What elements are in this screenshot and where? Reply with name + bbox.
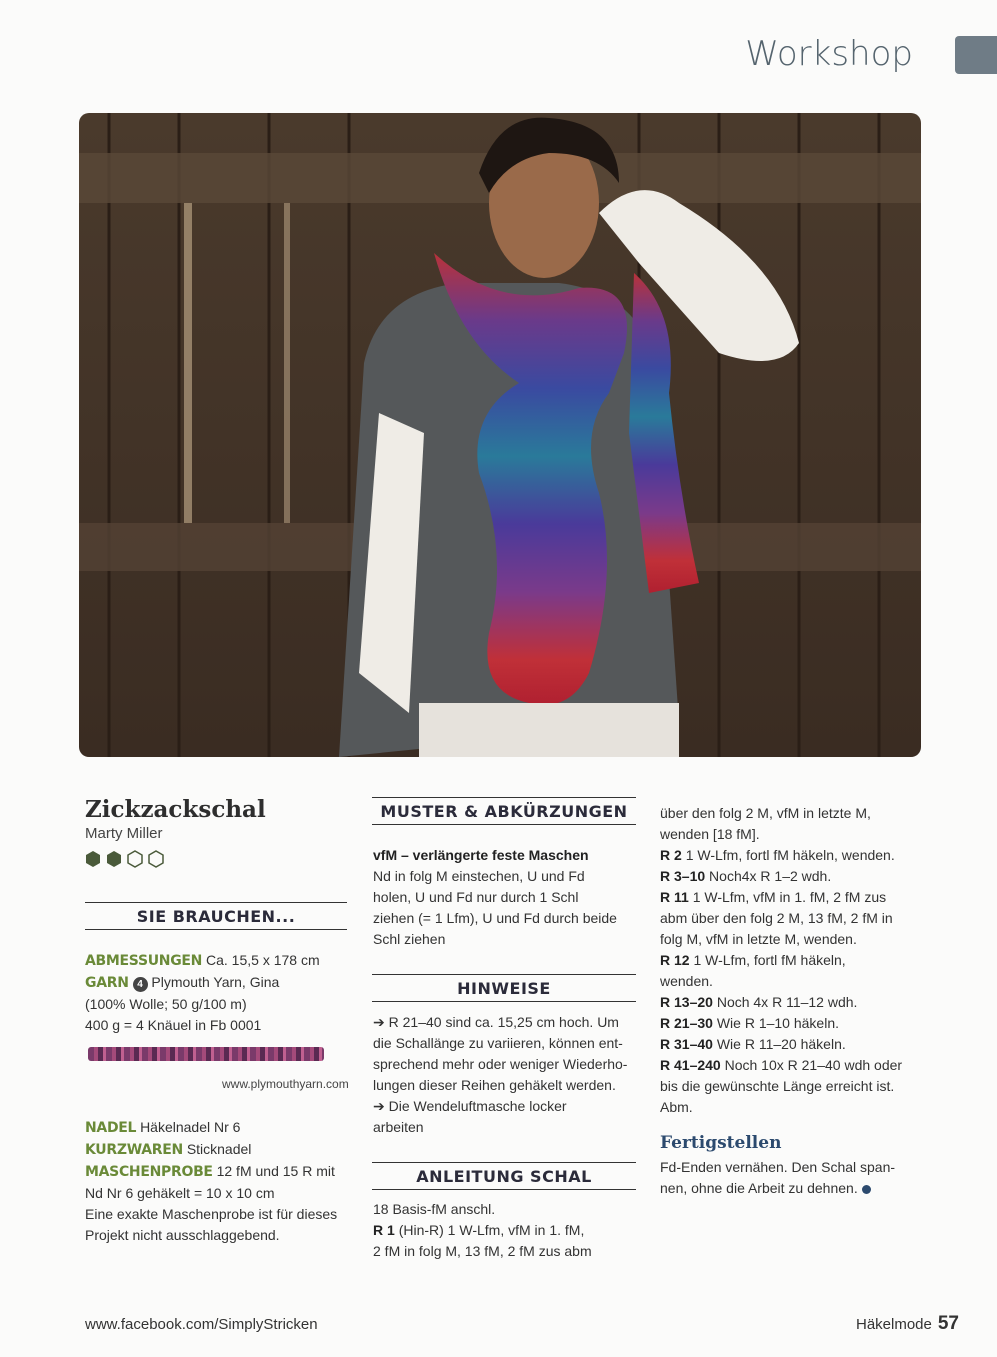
garn-value: Plymouth Yarn, Gina [151, 974, 280, 990]
materials-heading: SIE BRAUCHEN... [85, 902, 347, 930]
pattern-title: Zickzackschal [85, 796, 266, 823]
level-empty-icon [127, 850, 143, 868]
yarn-weight-icon: 4 [133, 977, 148, 992]
anleitung-heading: ANLEITUNG SCHAL [372, 1162, 636, 1190]
magazine-name: Häkelmode [855, 1316, 932, 1333]
hinweise-heading: HINWEISE [372, 974, 636, 1002]
hinweise-line: sprechend mehr oder weniger Wiederho- [373, 1056, 628, 1072]
yarn-sample-image [88, 1047, 324, 1061]
hinweise-text [373, 1012, 643, 1138]
garn-label: GARN [85, 975, 129, 991]
fertigstellen-heading: Fertigstellen [660, 1133, 782, 1153]
row-text: abm über den folg 2 M, 13 fM, 2 fM in [660, 910, 893, 926]
maschenprobe-value: 12 fM und 15 R mit [216, 1163, 335, 1179]
row-text: wenden. [660, 973, 713, 989]
row-text: Noch 4x R 11–12 wdh. [716, 994, 858, 1010]
row-text: 1 W-Lfm, fortl fM häkeln, wenden. [685, 847, 895, 863]
row-label: R 21–30 [660, 1015, 713, 1031]
row-label: R 3–10 [660, 868, 706, 884]
materials-list [85, 950, 355, 1036]
row-text: 1 W-Lfm, vfM in 1. fM, 2 fM zus [692, 889, 887, 905]
level-filled-icon [85, 850, 101, 868]
anleitung-line: 2 fM in folg M, 13 fM, 2 fM zus abm [373, 1243, 592, 1259]
abmessungen-value: Ca. 15,5 x 178 cm [206, 952, 320, 968]
footer-page-info [856, 1313, 959, 1335]
row-label: R 2 [660, 847, 682, 863]
instruction-line: wenden [18 fM]. [660, 826, 760, 842]
arrow-icon: ➔ [373, 1098, 385, 1114]
level-empty-icon [148, 850, 164, 868]
kurzwaren-value: Sticknadel [186, 1141, 252, 1157]
row-text: Noch4x R 1–2 wdh. [709, 868, 832, 884]
row-text: Wie R 11–20 häkeln. [716, 1036, 846, 1052]
fertigstellen-text [660, 1157, 930, 1199]
row-label: R 12 [660, 952, 690, 968]
row-text: bis die gewünschte Länge erreicht ist. [660, 1078, 895, 1094]
hinweise-line: R 21–40 sind ca. 15,25 cm hoch. Um [388, 1014, 619, 1030]
garn-detail: (100% Wolle; 50 g/100 m) [85, 996, 247, 1012]
nadel-label: NADEL [85, 1120, 137, 1136]
end-mark-icon [862, 1185, 871, 1194]
kurzwaren-label: KURZWAREN [85, 1142, 183, 1158]
hinweise-line: die Schallänge zu variieren, können ent- [373, 1035, 623, 1051]
hinweise-line: Die Wendeluftmasche locker [388, 1098, 567, 1114]
row-text: Abm. [660, 1099, 693, 1115]
difficulty-level [85, 850, 164, 868]
muster-line: holen, U und Fd nur durch 1 Schl [373, 889, 579, 905]
muster-term: vfM – verlängerte feste Maschen [373, 847, 589, 863]
garn-amount: 400 g = 4 Knäuel in Fb 0001 [85, 1017, 262, 1033]
muster-line: Nd in folg M einstechen, U und Fd [373, 868, 585, 884]
instruction-line: über den folg 2 M, vfM in letzte M, [660, 805, 871, 821]
row-label: R 11 [660, 889, 689, 905]
muster-heading: MUSTER & ABKÜRZUNGEN [372, 797, 636, 825]
photo-illustration [79, 113, 921, 757]
row-label: R 13–20 [660, 994, 713, 1010]
model-photo [79, 113, 921, 757]
footer-url: www.facebook.com/SimplyStricken [85, 1316, 318, 1333]
section-tab [955, 36, 997, 74]
muster-line: Schl ziehen [373, 931, 446, 947]
yarn-url: www.plymouthyarn.com [222, 1077, 349, 1091]
instructions-continued [660, 803, 930, 1118]
maschenprobe-label: MASCHENPROBE [85, 1164, 213, 1180]
row-label: R 1 [373, 1222, 395, 1238]
level-filled-icon [106, 850, 122, 868]
hinweise-line: lungen dieser Reihen gehäkelt werden. [373, 1077, 616, 1093]
row-label: R 31–40 [660, 1036, 713, 1052]
section-title: Workshop [745, 34, 913, 74]
row-text: folg M, vfM in letzte M, wenden. [660, 931, 857, 947]
muster-line: ziehen (= 1 Lfm), U und Fd durch beide [373, 910, 617, 926]
anleitung-text [373, 1199, 648, 1262]
nadel-value: Häkelnadel Nr 6 [140, 1119, 241, 1135]
row-label: R 41–240 [660, 1057, 721, 1073]
fertigstellen-line: Fd-Enden vernähen. Den Schal span- [660, 1159, 896, 1175]
fertigstellen-line: nen, ohne die Arbeit zu dehnen. [660, 1180, 858, 1196]
muster-text [373, 845, 643, 950]
page-number: 57 [937, 1313, 959, 1334]
row-text: 1 W-Lfm, fortl fM häkeln, [693, 952, 846, 968]
arrow-icon: ➔ [373, 1014, 385, 1030]
hinweise-line: arbeiten [373, 1119, 424, 1135]
tools-list [85, 1117, 360, 1246]
maschenprobe-line: Projekt nicht ausschlaggebend. [85, 1227, 280, 1243]
maschenprobe-line: Nd Nr 6 gehäkelt = 10 x 10 cm [85, 1185, 275, 1201]
row-text: Wie R 1–10 häkeln. [716, 1015, 840, 1031]
maschenprobe-line: Eine exakte Maschenprobe ist für dieses [85, 1206, 338, 1222]
abmessungen-label: ABMESSUNGEN [85, 953, 203, 969]
row-text: (Hin-R) 1 W-Lfm, vfM in 1. fM, [398, 1222, 585, 1238]
pattern-author: Marty Miller [85, 825, 163, 842]
anleitung-line: 18 Basis-fM anschl. [373, 1201, 496, 1217]
row-text: Noch 10x R 21–40 wdh oder [724, 1057, 903, 1073]
